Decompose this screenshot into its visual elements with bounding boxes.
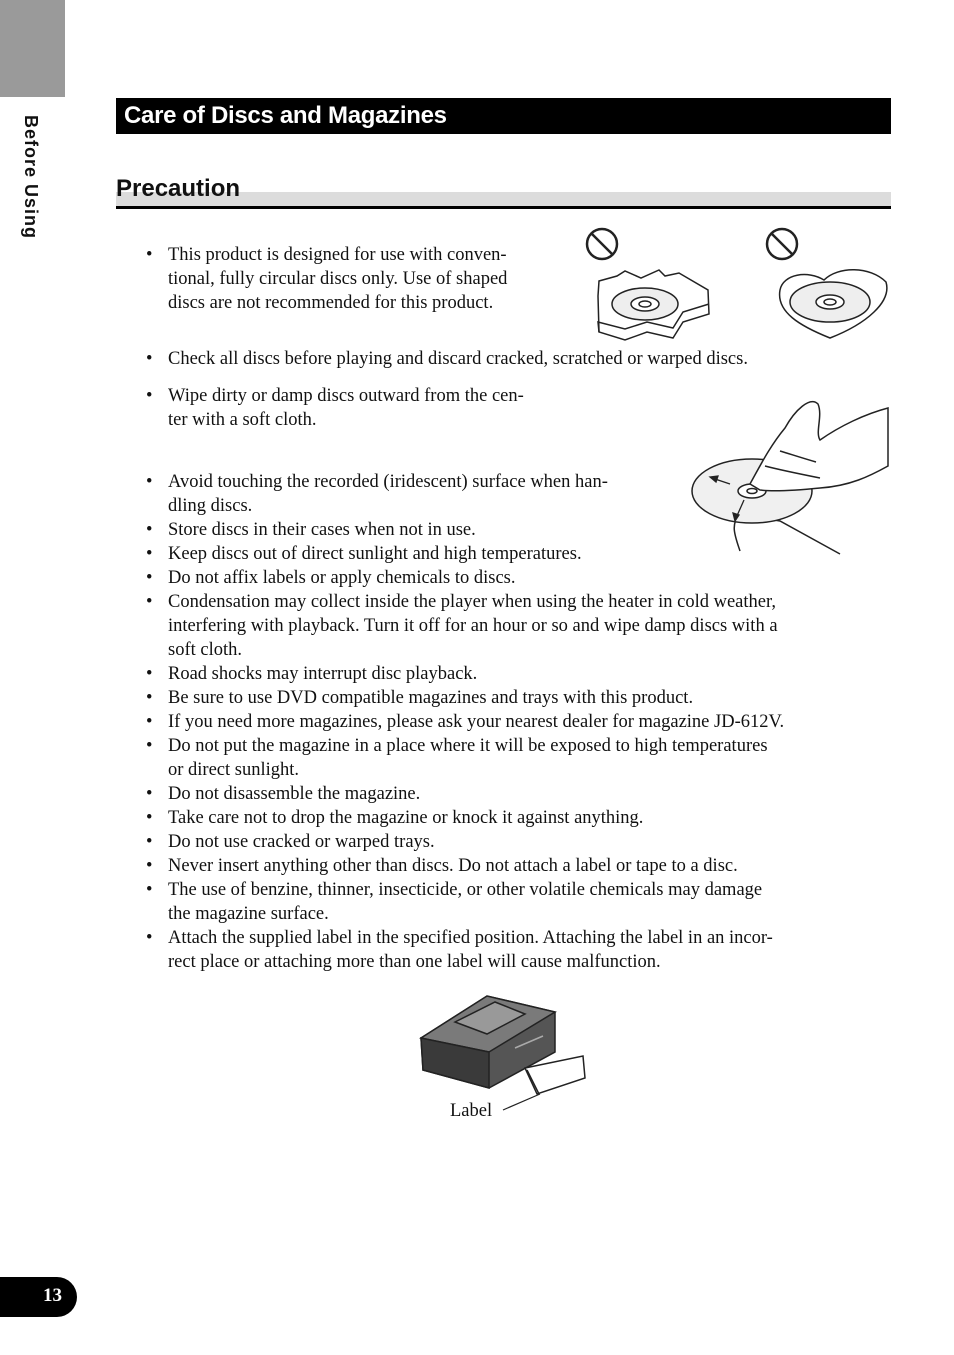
list-item-text: This product is designed for use with conven- [168,245,507,265]
list-item-text: If you need more magazines, please ask your nearest dealer for magazine JD-612V. [168,712,785,732]
list-item-text: discs are not recommended for this product. [168,293,494,313]
list-item-text: Condensation may collect inside the player when using the heater in cold weather, [168,592,777,612]
list-item-text: Keep discs out of direct sunlight and high temperatures. [168,544,582,564]
side-tab-marker [0,0,65,97]
list-item-text: The use of benzine, thinner, insecticide, or other volatile chemicals may damage [168,880,763,900]
section-header [116,98,891,134]
bullet-marker: • [146,736,153,756]
bullet-marker: • [146,245,153,265]
list-item-text: Do not affix labels or apply chemicals to discs. [168,568,516,588]
list-item-text: soft cloth. [168,640,242,660]
bullet-marker: • [146,784,153,804]
list-item-text: Wipe dirty or damp discs outward from the cen- [168,386,524,406]
list-item-text: ter with a soft cloth. [168,410,317,430]
bullet-marker: • [146,712,153,732]
list-item-text: or direct sunlight. [168,760,300,780]
bullet-marker: • [146,472,153,492]
side-tab-label: Before Using [21,115,41,240]
page-number: 13 [43,1285,62,1306]
magazine-label-illustration [415,990,595,1120]
figure-label: Label [450,1101,493,1121]
bullet-marker: • [146,544,153,564]
list-item-text: dling discs. [168,496,253,516]
bullet-marker: • [146,386,153,406]
bullet-marker: • [146,568,153,588]
bullet-marker: • [146,856,153,876]
list-item-text: rect place or attaching more than one label will cause malfunction. [168,952,661,972]
bullet-marker: • [146,808,153,828]
list-item-text: Check all discs before playing and discard cracked, scratched or warped discs. [168,349,748,369]
bullet-marker: • [146,688,153,708]
list-item-text: Avoid touching the recorded (iridescent) surface when han- [168,472,608,492]
list-item-text: the magazine surface. [168,904,329,924]
bullet-marker: • [146,928,153,948]
page-number-tab [0,1277,77,1317]
bullet-marker: • [146,880,153,900]
bullet-marker: • [146,664,153,684]
list-item-text: Do not use cracked or warped trays. [168,832,435,852]
list-item-text: Take care not to drop the magazine or knock it against anything. [168,808,644,828]
wiping-disc-illustration [690,396,890,556]
bullet-marker: • [146,520,153,540]
list-item-text: Never insert anything other than discs. Do not attach a label or tape to a disc. [168,856,738,876]
bullet-marker: • [146,832,153,852]
subsection-header [116,175,891,210]
bullet-marker: • [146,592,153,612]
bullet-marker: • [146,349,153,369]
heart-disc-prohibited-illustration [760,226,890,346]
list-item-text: Do not put the magazine in a place where it will be exposed to high temperatures [168,736,768,756]
shaped-disc-prohibited-illustration [585,226,715,346]
list-item-text: tional, fully circular discs only. Use of shaped [168,269,508,289]
section-title: Care of Discs and Magazines [124,102,447,129]
subsection-title: Precaution [116,175,241,202]
list-item-text: Be sure to use DVD compatible magazines and trays with this product. [168,688,694,708]
list-item-text: Do not disassemble the magazine. [168,784,421,804]
list-item-text: Attach the supplied label in the specified position. Attaching the label in an incor- [168,928,773,948]
list-item-text: interfering with playback. Turn it off for an hour or so and wipe damp discs with a [168,616,778,636]
list-item-text: Road shocks may interrupt disc playback. [168,664,478,684]
list-item-text: Store discs in their cases when not in use. [168,520,476,540]
